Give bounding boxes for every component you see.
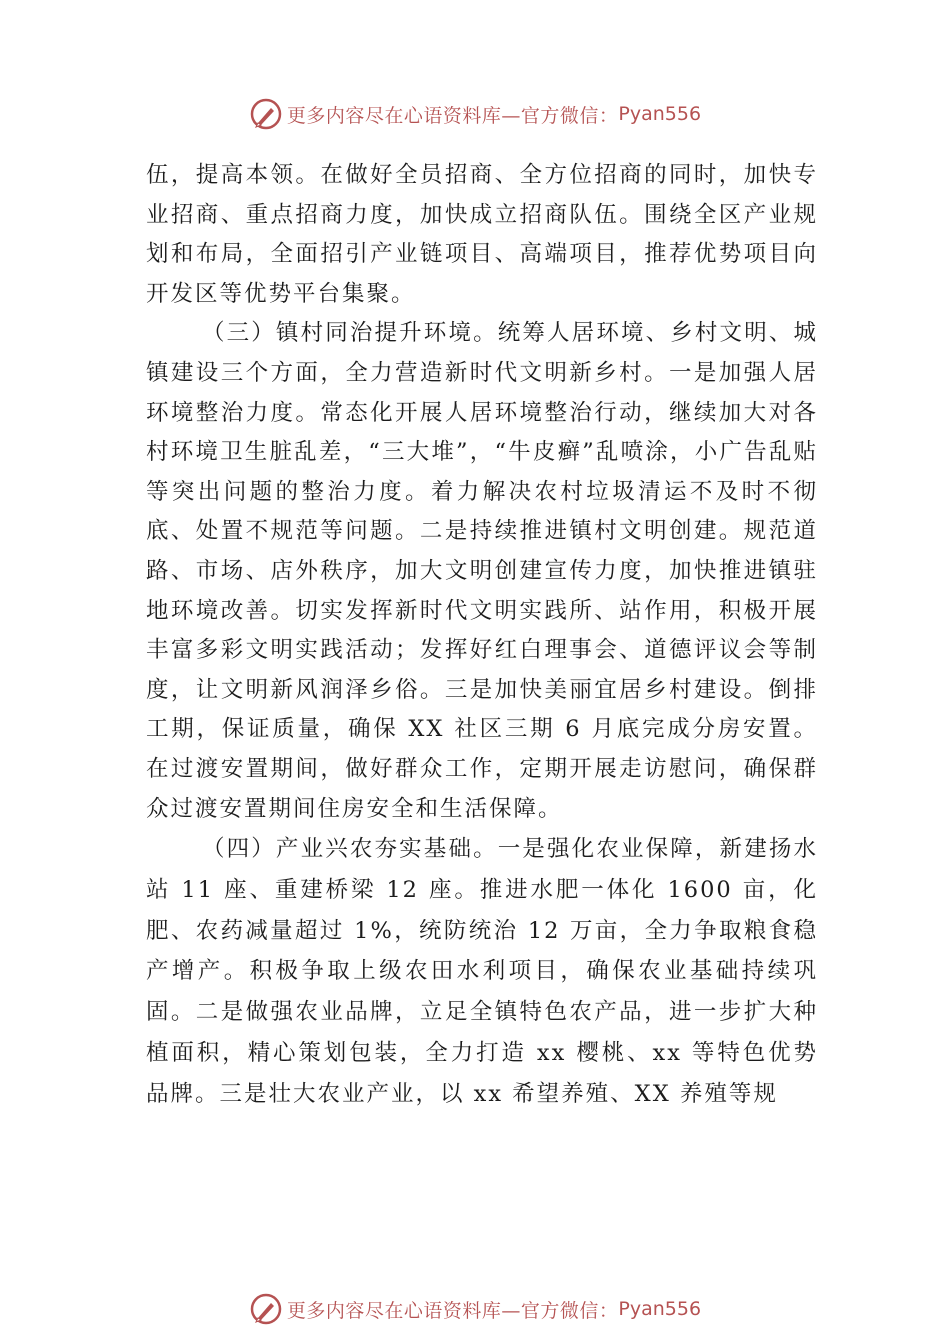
paragraph-section-3: （三）镇村同治提升环境。统筹人居环境、乡村文明、城镇建设三个方面，全力营造新时代文明新乡村。一是加强人居环境整治力度。常态化开展人居环境整治行动，继续加大对各村环境卫生脏乱差，“三大堆”，“牛皮癣”乱喷涂，小广告乱贴等突出问题的整治力度。着力解决农村垃圾清运不及时不彻底、处置不规范等问题。二是持续推进镇村文明创建。规范道路、市场、店外秩序，加大文明创建宣传力度，加快推进镇驻地环境改善。切实发挥新时代文明实践所、站作用，积极开展丰富多彩文明实践活动；发挥好红白理事会、道德评议会等制度，让文明新风润泽乡俗。三是加快美丽宜居乡村建设。倒排工期，保证质量，确保 XX 社区三期 6 月底完成分房安置。在过渡安置期间，做好群众工作，定期开展走访慰问，确保群众过渡安置期间住房安全和生活保障。 — [146, 320, 818, 822]
header-brand-text: 更多内容尽在心语资料库—官方微信： — [286, 104, 619, 127]
pen-logo-icon — [249, 97, 283, 131]
paragraph-section-4: （四）产业兴农夯实基础。一是强化农业保障，新建扬水站 11 座、重建桥梁 12 座。推进水肥一体化 1600 亩，化肥、农药减量超过 1%，统防统治 12 万亩，全力争取粮食稳产增产。积极争取上级农田水利项目，确保农业基础持续巩固。二是做强农业品牌，立足全镇特色农产品，进一步扩大种植面积，精心策划包装，全力打造 xx 樱桃、xx 等特色优势品牌。三是壮大农业产业，以 xx 希望养殖、XX 养殖等规 — [146, 836, 818, 1107]
header-wechat-id: Pyan556 — [618, 103, 702, 125]
footer-brand-text: 更多内容尽在心语资料库—官方微信： — [286, 1299, 619, 1322]
footer-watermark — [0, 1289, 950, 1329]
paragraph-continued: 伍，提高本领。在做好全员招商、全方位招商的同时，加快专业招商、重点招商力度，加快成立招商队伍。围绕全区产业规划和布局，全面招引产业链项目、高端项目，推荐优势项目向开发区等优势平台集聚。 — [146, 162, 818, 307]
document-body — [146, 156, 818, 1115]
footer-wechat-id: Pyan556 — [618, 1298, 702, 1320]
pen-logo-icon — [249, 1292, 283, 1326]
header-watermark — [0, 94, 950, 134]
